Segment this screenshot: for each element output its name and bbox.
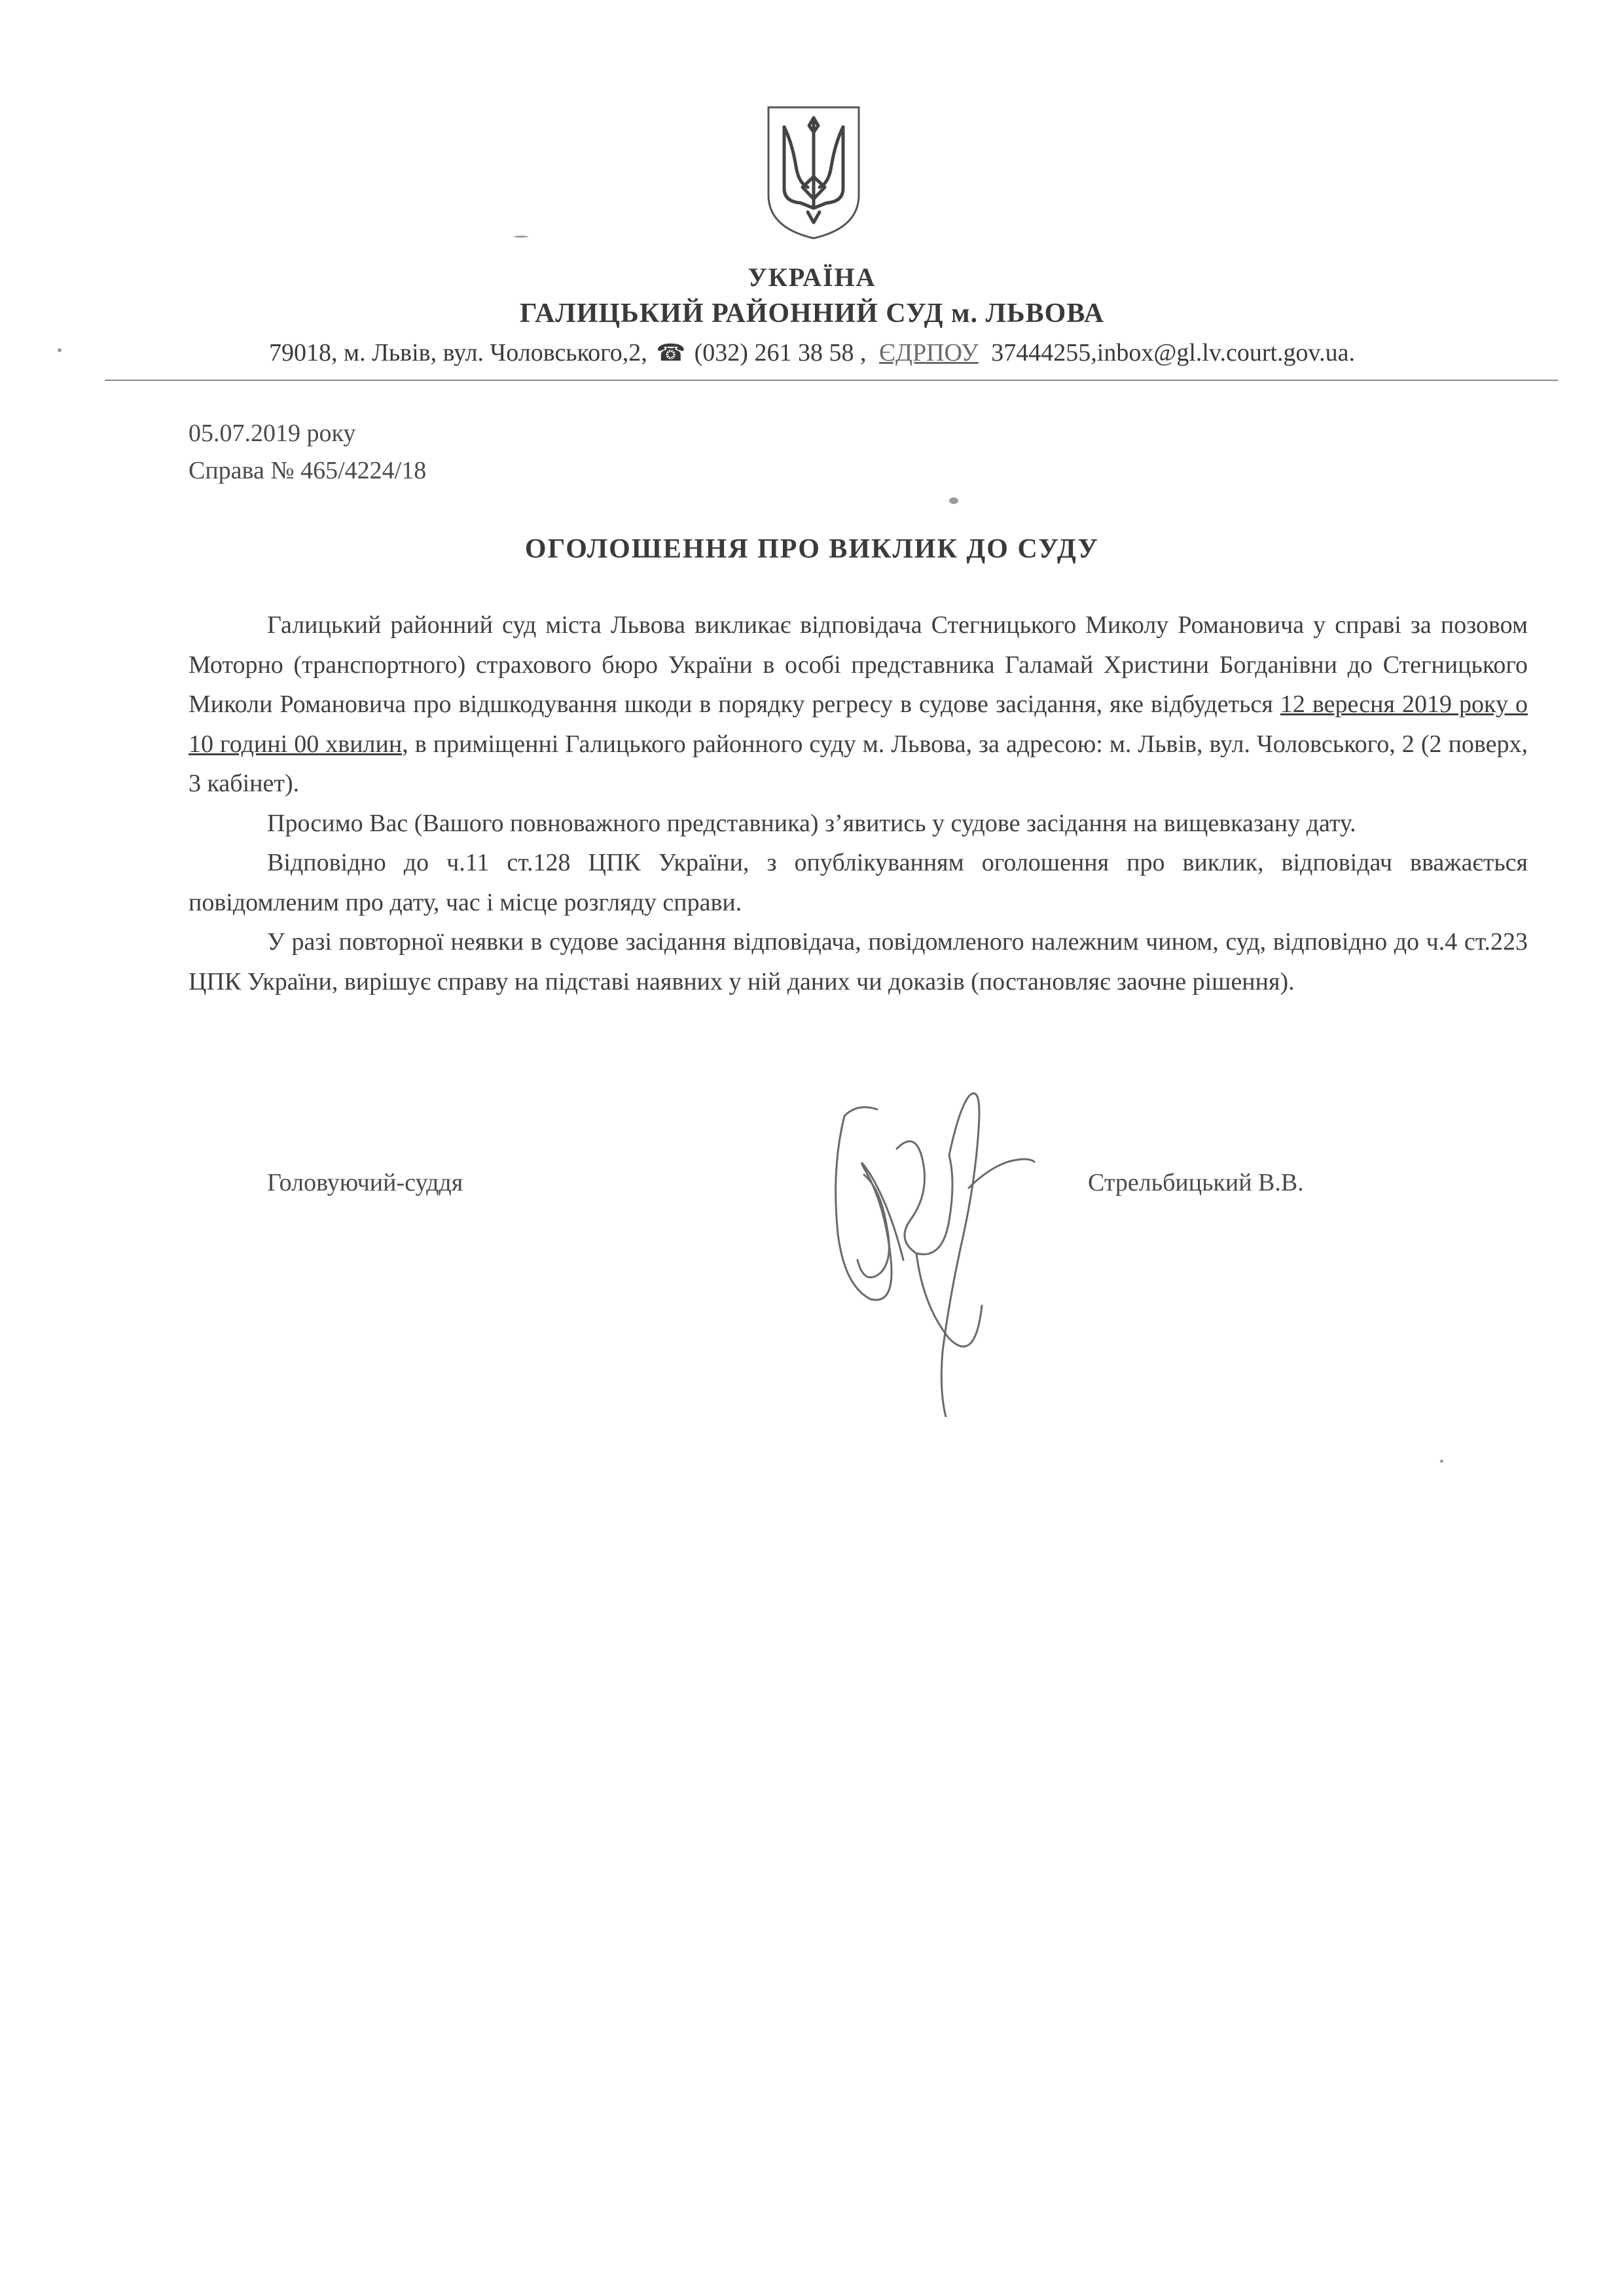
header-court-name: ГАЛИЦЬКИЙ РАЙОННИЙ СУД м. ЛЬВОВА (519, 298, 1105, 329)
judge-signature (818, 1090, 1067, 1417)
phone-number: (032) 261 38 58 , (694, 339, 867, 367)
paragraph-summons (189, 605, 1528, 804)
scan-speck (949, 497, 958, 504)
coat-of-arms-icon (765, 103, 863, 242)
header-divider (105, 380, 1558, 381)
paragraph-default-judgment: У разі повторної неявки в судове засідання відповідача, повідомленого належним чином, суд, відповідно до ч.4 ст.223 ЦПК України, вирішує справу на підставі наявних у ній даних чи доказів (постановляє заочне рішення). (189, 928, 1528, 996)
paragraph-request: Просимо Вас (Вашого повноважного представника) з’явитись у судове засідання на вищевказану дату. (267, 809, 1356, 837)
document-date: 05.07.2019 року (189, 420, 356, 447)
document-body (189, 605, 1528, 1001)
phone-icon: ☎ (656, 340, 686, 366)
scan-speck (1440, 1460, 1443, 1463)
case-number: Справа № 465/4224/18 (189, 457, 427, 484)
signatory-role: Головуючий-суддя (267, 1169, 463, 1196)
document-title: ОГОЛОШЕННЯ ПРО ВИКЛИК ДО СУДУ (524, 534, 1100, 564)
summons-text-start: Галицький районний суд міста Львова викликає відповідача Стегницького Миколу Романовича у справі за позовом Моторно (транспортного) страхового бюро України в особі представника Галамай Христини Богданівни до Стегницького Миколи Романовича про відшкодування шкоди в порядку регресу в судове засідання, яке відбудеться (189, 611, 1528, 718)
header-address (0, 338, 1624, 367)
summons-text-end: , в приміщенні Галицького районного суду м. Львова, за адресою: м. Львів, вул. Чоловського, 2 (2 поверх, 3 кабінет). (189, 730, 1528, 797)
judge-name: Стрельбицький В.В. (1088, 1169, 1304, 1196)
hearing-datetime: 12 вересня 2019 року о 10 годині 00 хвилин (189, 691, 1528, 758)
edrpou-label: ЄДРПОУ (878, 339, 979, 367)
address-part-1: 79018, м. Львів, вул. Чоловського,2, (269, 339, 647, 367)
paragraph-notice: Відповідно до ч.11 ст.128 ЦПК України, з опублікуванням оголошення про виклик, відповідач вважається повідомленим про дату, час і місце розгляду справи. (189, 849, 1528, 916)
header-country: УКРАЇНА (748, 262, 876, 292)
scan-speck (514, 236, 528, 238)
address-part-2: 37444255,inbox@gl.lv.court.gov.ua. (991, 339, 1355, 367)
scan-speck (58, 348, 62, 352)
